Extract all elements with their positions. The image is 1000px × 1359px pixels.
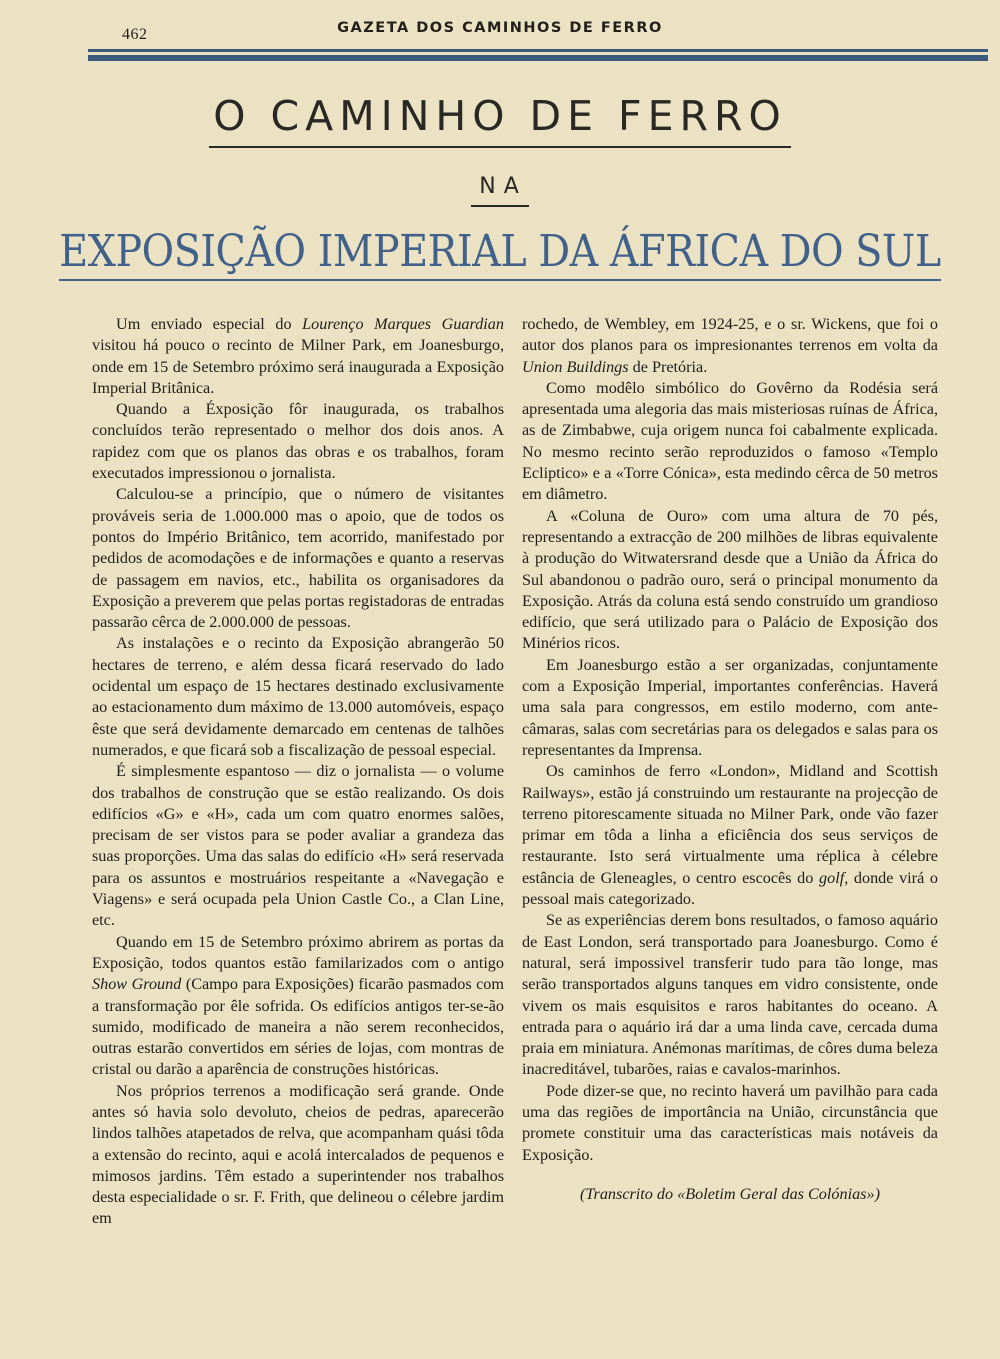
header-rule-thick	[88, 55, 988, 61]
article-title-connector	[0, 174, 1000, 199]
paragraph: Os caminhos de ferro «London», Midland and Scottish Railways», estão já construindo um restaurante na projecção de terreno pitorescamente situada no Milner Park, onde vão fazer primar em tôda a linha a eficiência dos seus serviços de restaurante. Isto será virtualmente uma réplica à célebre estância de Gleneagles, o centro escocês do golf, donde virá o pessoal mais categorizado.	[522, 762, 938, 909]
paragraph: Quando a Éxposição fôr inaugurada, os trabalhos concluídos terão representado o melhor dos dois anos. A rapidez com que os planos das obras e os trabalhos, foram executados impressionou o jornalista.	[92, 400, 504, 483]
emphasis: Union Buildings	[522, 357, 629, 376]
source-citation: (Transcrito do «Boletim Geral das Colónias»)	[580, 1184, 880, 1203]
journal-title: GAZETA DOS CAMINHOS DE FERRO	[337, 20, 663, 36]
article-title-text: O CAMINHO DE FERRO	[209, 92, 791, 148]
page-number: 462	[122, 26, 148, 43]
paragraph: A «Coluna de Ouro» com uma altura de 70 pés, representando a extracção de 200 milhões de libras equivalente à produção do Witwatersrand desde que a União da África do Sul abandonou o padrão ouro, será o principal monumento da Exposição. Atrás da coluna está sendo construído um grandioso edifício, que será utilizado para o Palácio de Exposição dos Minérios ricos.	[522, 506, 938, 653]
right-column	[522, 314, 938, 1205]
paragraph: Calculou-se a princípio, que o número de visitantes prováveis seria de 1.000.000 mas o apoio, que de todos os pontos do Império Britânico, tem acorrido, manifestado por pedidos de acomodações e de informações e quanto a reservas de passagem em navios, etc., habilita os organisadores da Exposição a preverem que pelas portas registadoras de entradas passarão cêrca de 2.000.000 de pessoas.	[92, 485, 504, 632]
paragraph: É simplesmente espantoso — diz o jornalista — o volume dos trabalhos de construção que se estão realizando. Os dois edifícios «G» e «H», cada um com quatro enormes salões, precisam de ser vistos para se poder avaliar a grandeza das suas proporções. Uma das salas do edifício «H» será reservada para os assuntos e mostruários respeitante a «Navegação e Viagens» e será ocupada pela Union Castle Co., a Clan Line, etc.	[92, 762, 504, 930]
article-title	[0, 92, 1000, 140]
article-subtitle	[50, 226, 950, 277]
paragraph: Um enviado especial do Lourenço Marques Guardian visitou há pouco o recinto de Milner Park, em Joanesburgo, onde em 15 de Setembro próximo será inaugurada a Exposição Imperial Britânica.	[92, 315, 504, 397]
article-title-connector-text: NA	[471, 174, 529, 207]
paragraph: Pode dizer-se que, no recinto haverá um pavilhão para cada uma das regiões de importância na União, circunstância que promete constituir uma das características mais notáveis da Exposição.	[522, 1081, 938, 1164]
article-subtitle-text: EXPOSIÇÃO IMPERIAL DA ÁFRICA DO SUL	[59, 226, 940, 281]
emphasis: golf,	[819, 868, 849, 887]
paragraph: Em Joanesburgo estão a ser organizadas, conjuntamente com a Exposição Imperial, importantes conferências. Haverá uma sala para congressos, em estilo moderno, com ante-câmaras, salas com secretárias para os delegados e salas para os representantes da Imprensa.	[522, 655, 938, 759]
emphasis: Show Ground	[92, 975, 182, 994]
paragraph: Se as experiências derem bons resultados, o famoso aquário de East London, será transportado para Joanesburgo. Como é natural, será impossivel transferir tudo para tão longe, mas serão transportados alguns tanques em vidro consistente, onde vivem os mais esquisitos e raros habitantes do oceano. A entrada para o aquário irá dar a uma linda cave, cercada duma praia em miniatura. Anémonas marítimas, de côres duma beleza inacreditável, tubarões, raias e cavalos-marinhos.	[522, 911, 938, 1079]
paragraph: Nos próprios terrenos a modificação será grande. Onde antes só havia solo devoluto, cheios de pedras, aparecerão lindos talhões atapetados de relva, que acompanham quási tôda a extensão do recinto, aqui e acolá intercalados de pequenos e mimosos jardins. Têm estado a superintender nos trabalhos desta especialidade o sr. F. Frith, que delineou o célebre jardim em	[92, 1081, 504, 1228]
paragraph: Como modêlo simbólico do Govêrno da Rodésia será apresentada uma alegoria das mais misteriosas ruínas de África, as de Zimbabwe, cuja origem nunca foi cabalmente explicada. No mesmo recinto serão reproduzidos o famoso «Templo Ecliptico» e a «Torre Cónica», esta medindo cêrca de 50 metros em diâmetro.	[522, 378, 938, 504]
paragraph: rochedo, de Wembley, em 1924-25, e o sr. Wickens, que foi o autor dos planos para os impresionantes terrenos em volta da Union Buildings de Pretória.	[522, 315, 938, 376]
left-column	[92, 314, 504, 1230]
newspaper-name: Lourenço Marques Guardian	[302, 315, 504, 333]
header-rule-thin	[88, 49, 988, 52]
paragraph: Quando em 15 de Setembro próximo abrirem as portas da Exposição, todos quantos estão familarizados com o antigo Show Ground (Campo para Exposições) ficarão pasmados com a transformação por êle sofrida. Os edifícios antigos ter-se-ão sumido, modificado de maneira a não serem reconhecidos, outras estarão convertidos em séries de lojas, com montras de cristal ou darão a aparência de construções históricas.	[92, 932, 504, 1079]
paragraph: As instalações e o recinto da Exposição abrangerão 50 hectares de terreno, e além dessa ficará reservado do lado ocidental um espaço de 15 hectares destinado exclusivamente ao estacionamento dum máximo de 13.000 automóveis, espaço êste que será devidamente demarcado em centenas de talhões numerados, e que ficará sob a fiscalização de pessoal especial.	[92, 634, 504, 759]
